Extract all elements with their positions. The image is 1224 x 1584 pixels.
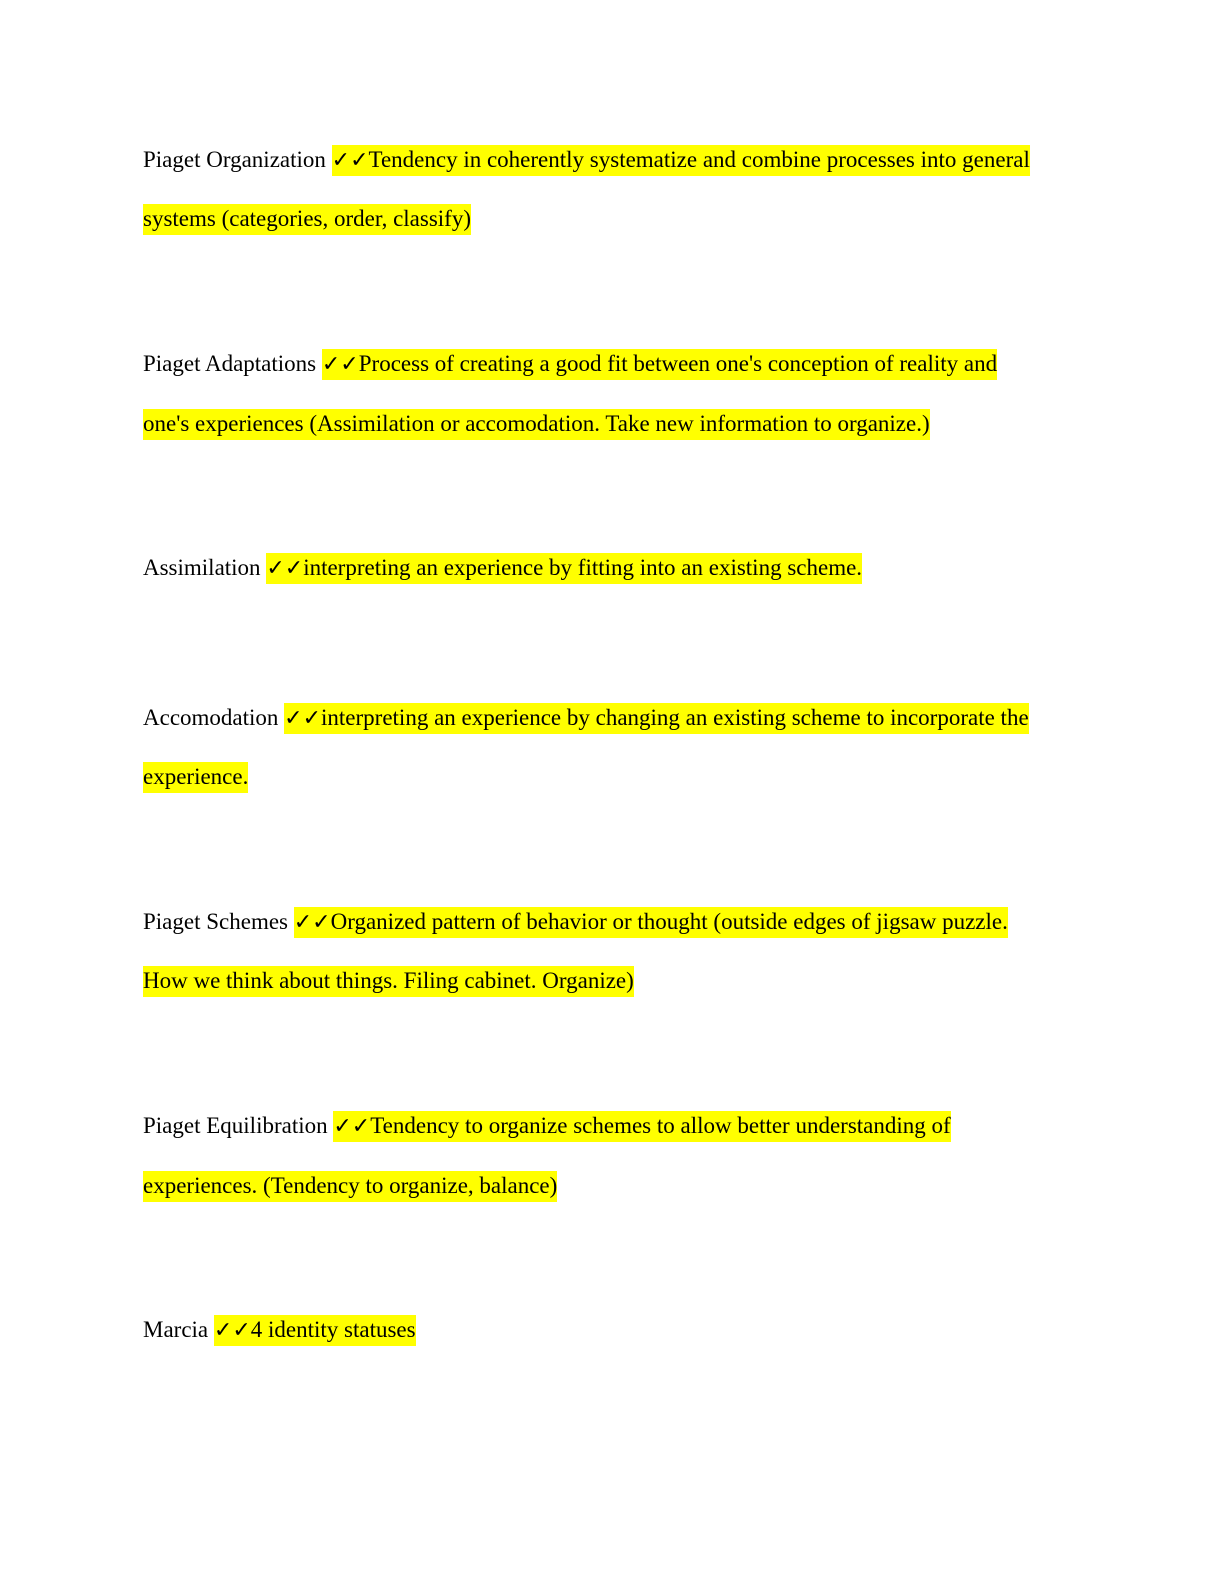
- entry-first-line: [143, 551, 862, 586]
- definition-text: Process of creating a good fit between one's conception of reality and: [358, 351, 998, 376]
- definition-continuation: one's experiences (Assimilation or accomodation. Take new information to organize.): [143, 409, 930, 440]
- highlighted-definition: [266, 553, 862, 584]
- definition-text: interpreting an experience by fitting into an existing scheme.: [303, 555, 863, 580]
- double-check-icon: ✓✓: [293, 910, 331, 935]
- definition-continuation: experience.: [143, 762, 248, 793]
- definition-continuation: How we think about things. Filing cabinet. Organize): [143, 966, 634, 997]
- entry-continuation-line: [143, 760, 248, 794]
- entry-first-line: [143, 347, 997, 382]
- definition-text: 4 identity statuses: [250, 1317, 416, 1342]
- entry-continuation-line: [143, 202, 471, 236]
- entry-continuation-line: [143, 1169, 557, 1203]
- entry-first-line: [143, 701, 1029, 736]
- entry-continuation-line: [143, 407, 930, 441]
- term: Assimilation: [143, 555, 267, 580]
- highlighted-definition: [332, 145, 1030, 176]
- entry-first-line: [143, 143, 1030, 178]
- entry-first-line: [143, 1313, 416, 1348]
- entry-first-line: [143, 1109, 951, 1144]
- double-check-icon: ✓✓: [266, 556, 304, 581]
- definition-continuation: experiences. (Tendency to organize, balance): [143, 1171, 557, 1202]
- term: Piaget Equilibration: [143, 1113, 334, 1138]
- definition-text: Organized pattern of behavior or thought (outside edges of jigsaw puzzle.: [330, 909, 1008, 934]
- highlighted-definition: [214, 1315, 416, 1346]
- term: Piaget Schemes: [143, 909, 294, 934]
- definition-text: interpreting an experience by changing an existing scheme to incorporate the: [321, 705, 1029, 730]
- highlighted-definition: [322, 349, 997, 380]
- double-check-icon: ✓✓: [284, 706, 322, 731]
- term: Piaget Organization: [143, 147, 332, 172]
- entry-continuation-line: [143, 964, 634, 998]
- double-check-icon: ✓✓: [213, 1318, 251, 1343]
- term: Marcia: [143, 1317, 214, 1342]
- highlighted-definition: [333, 1111, 950, 1142]
- double-check-icon: ✓✓: [333, 1114, 371, 1139]
- entry-first-line: [143, 905, 1008, 940]
- term: Piaget Adaptations: [143, 351, 322, 376]
- definition-text: Tendency to organize schemes to allow better understanding of: [370, 1113, 951, 1138]
- double-check-icon: ✓✓: [321, 352, 359, 377]
- highlighted-definition: [294, 907, 1008, 938]
- definition-continuation: systems (categories, order, classify): [143, 204, 471, 235]
- term: Accomodation: [143, 705, 285, 730]
- definition-text: Tendency in coherently systematize and combine processes into general: [368, 147, 1030, 172]
- highlighted-definition: [284, 703, 1029, 734]
- double-check-icon: ✓✓: [331, 148, 369, 173]
